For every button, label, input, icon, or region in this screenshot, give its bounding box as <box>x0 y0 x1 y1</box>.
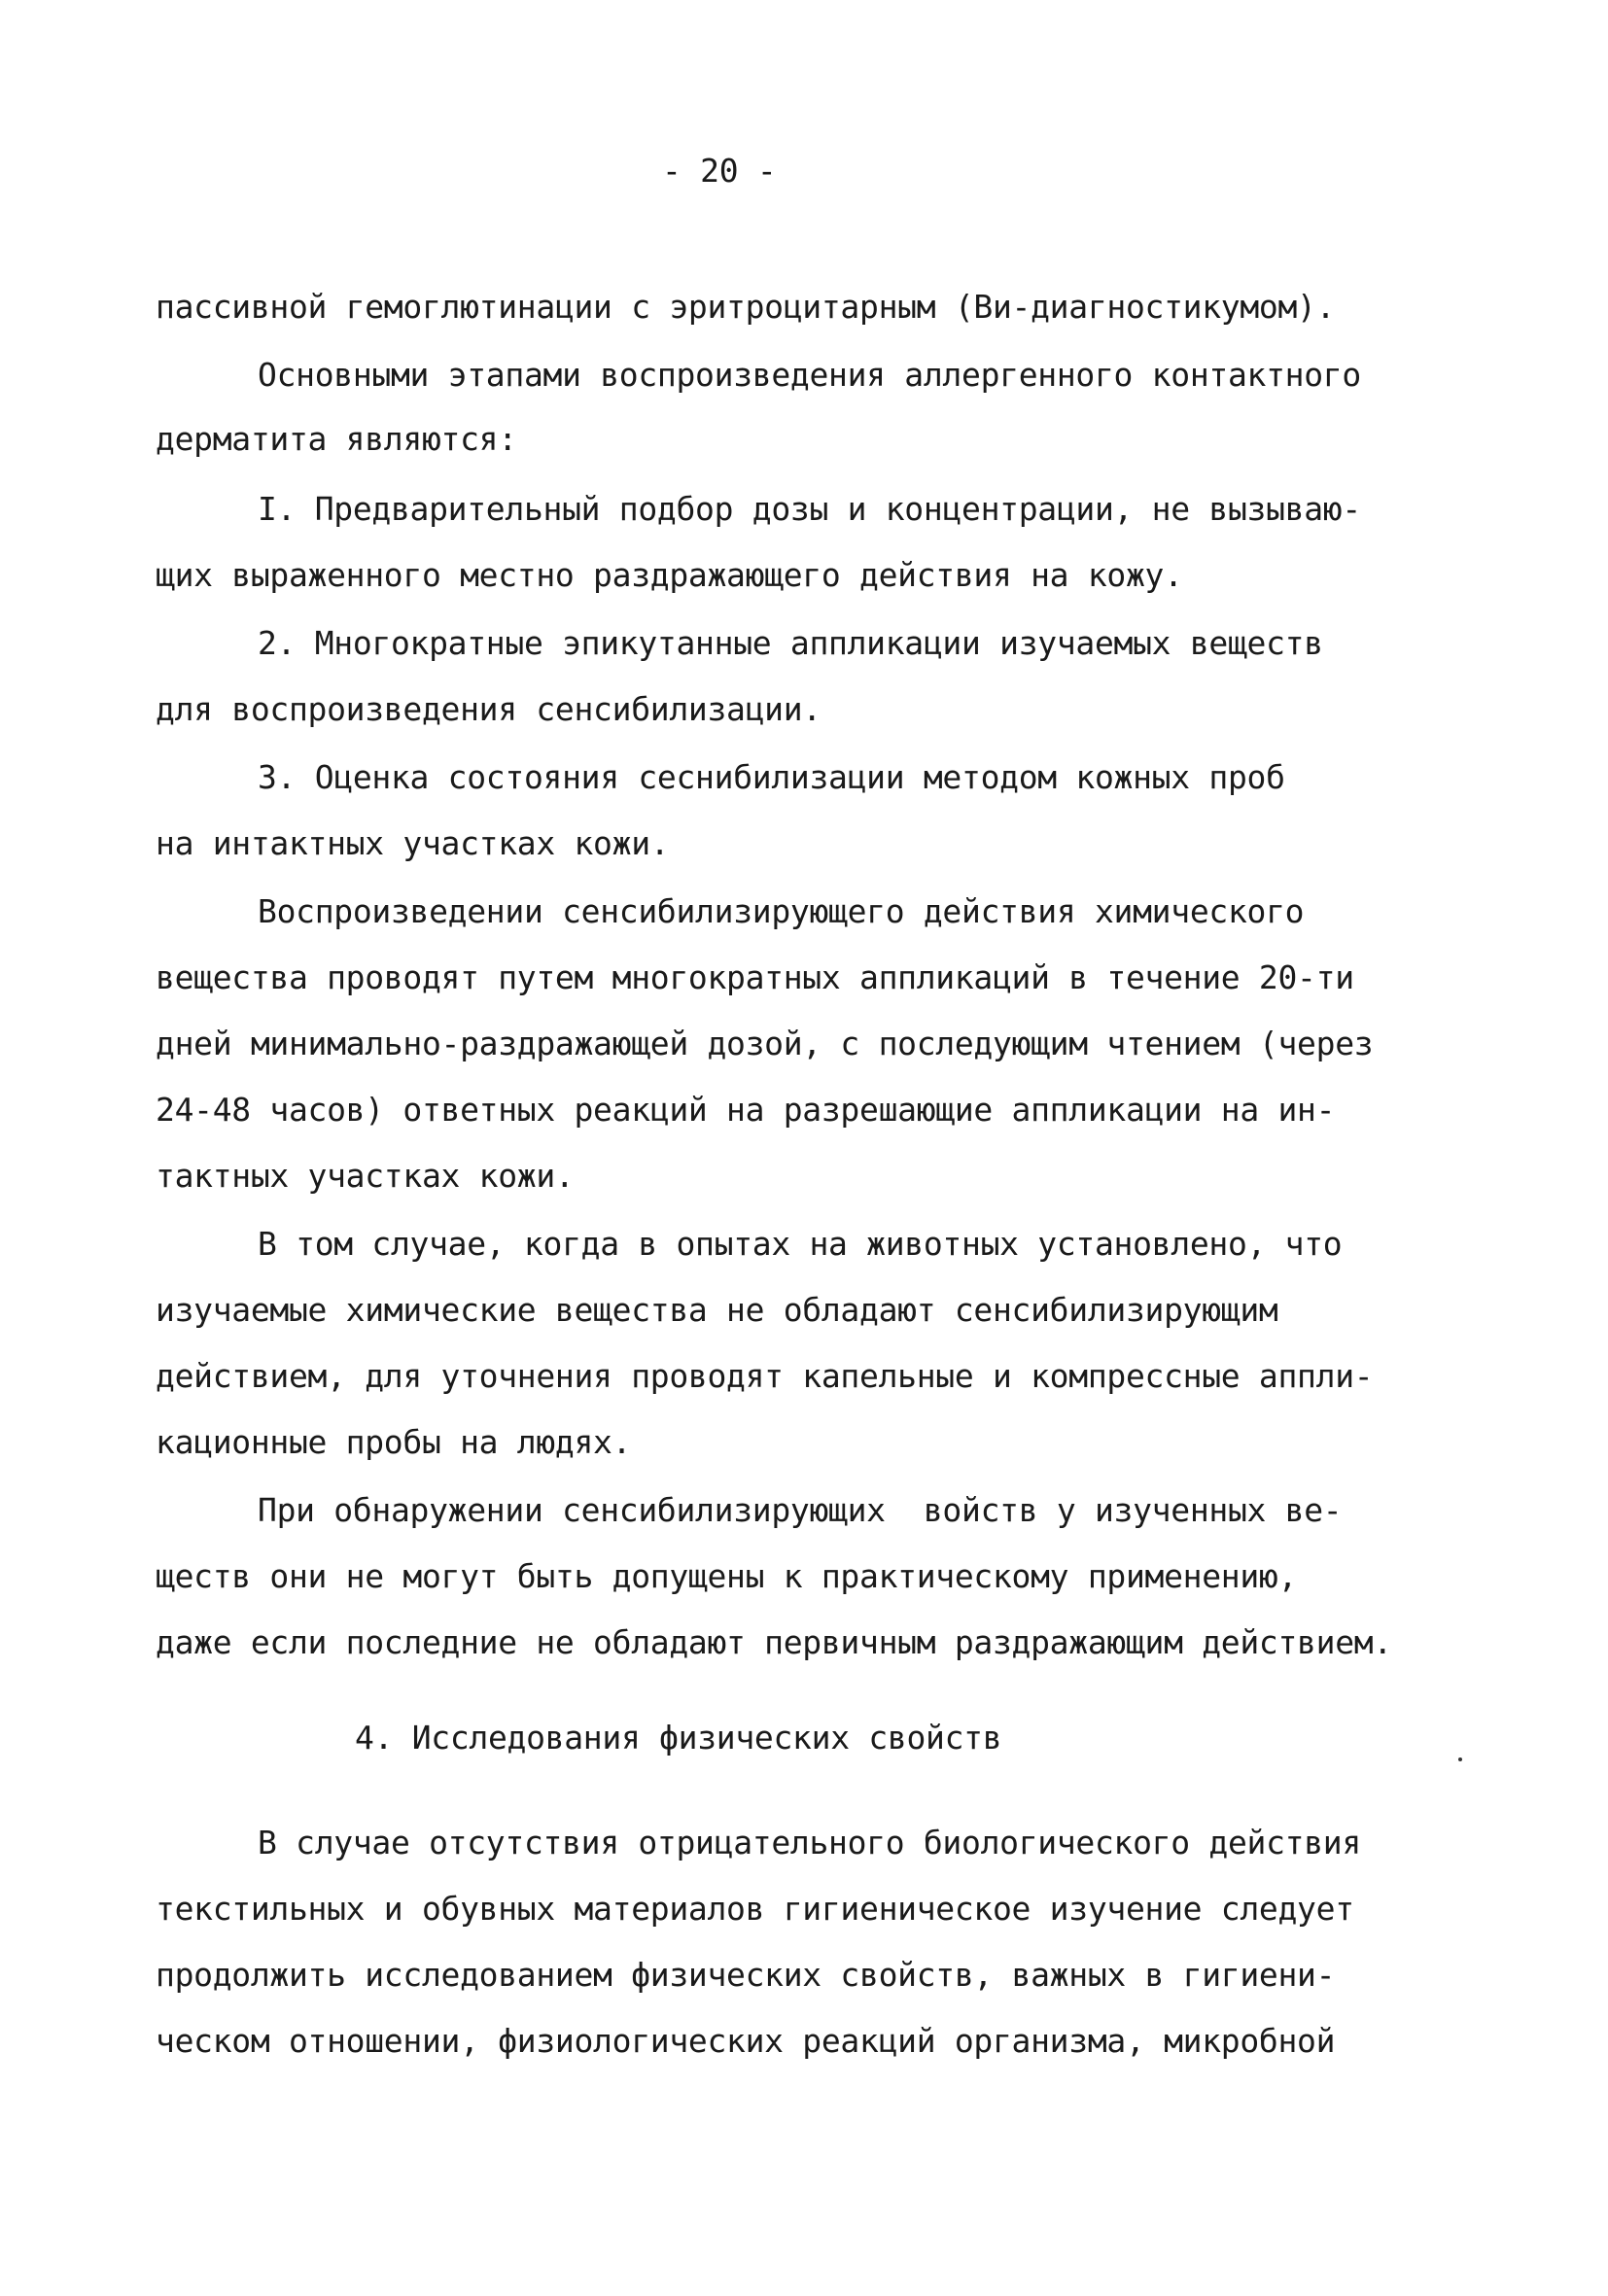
text-line: При обнаружении сенсибилизирующих войств у изученных ве- <box>258 1491 1343 1529</box>
list-item-line: 2. Многократные эпикутанные аппликации изучаемых веществ <box>258 624 1323 662</box>
list-item-line: щих выраженного местно раздражающего действия на кожу. <box>156 556 1183 594</box>
text-line: ществ они не могут быть допущены к практическому применению, <box>156 1557 1298 1595</box>
text-line: 24-48 часов) ответных реакций на разрешающие аппликации на ин- <box>156 1091 1336 1129</box>
text-line: дней минимально-раздражающей дозой, с последующим чтением (через <box>156 1025 1374 1062</box>
text-line: В случае отсутствия отрицательного биологического действия <box>258 1824 1361 1861</box>
text-line: продолжить исследованием физических свойств, важных в гигиени- <box>156 1956 1336 1994</box>
text-line: тактных участках кожи. <box>156 1157 575 1195</box>
text-line: дерматита являются: <box>156 420 517 458</box>
text-line: изучаемые химические вещества не обладают сенсибилизирующим <box>156 1291 1278 1329</box>
list-item-line: I. Предварительный подбор дозы и концентрации, не вызываю- <box>258 490 1361 528</box>
text-line: действием, для уточнения проводят капельные и компрессные аппли- <box>156 1357 1374 1395</box>
text-line: даже если последние не обладают первичным раздражающим действием. <box>156 1623 1392 1661</box>
text-line: В том случае, когда в опытах на животных установлено, что <box>258 1225 1343 1263</box>
page-number: - 20 - <box>662 152 777 190</box>
list-item-line: 3. Оценка состояния сеснибилизации методом кожных проб <box>258 758 1285 796</box>
text-line: кационные пробы на людях. <box>156 1423 632 1461</box>
text-line: Воспроизведении сенсибилизирующего действия химического <box>258 892 1305 930</box>
text-line: пассивной гемоглютинации с эритроцитарным (Ви-диагностикумом). <box>156 288 1336 326</box>
text-line: текстильных и обувных материалов гигиеническое изучение следует <box>156 1890 1354 1928</box>
list-item-line: для воспроизведения сенсибилизации. <box>156 690 821 728</box>
text-line: вещества проводят путем многократных аппликаций в течение 20-ти <box>156 958 1354 996</box>
text-line: Основными этапами воспроизведения аллергенного контактного <box>258 356 1361 394</box>
scan-speck <box>1458 1757 1462 1761</box>
text-line: ческом отношении, физиологических реакций организма, микробной <box>156 2022 1336 2060</box>
list-item-line: на интактных участках кожи. <box>156 824 670 862</box>
section-heading: 4. Исследования физических свойств <box>355 1719 1002 1757</box>
